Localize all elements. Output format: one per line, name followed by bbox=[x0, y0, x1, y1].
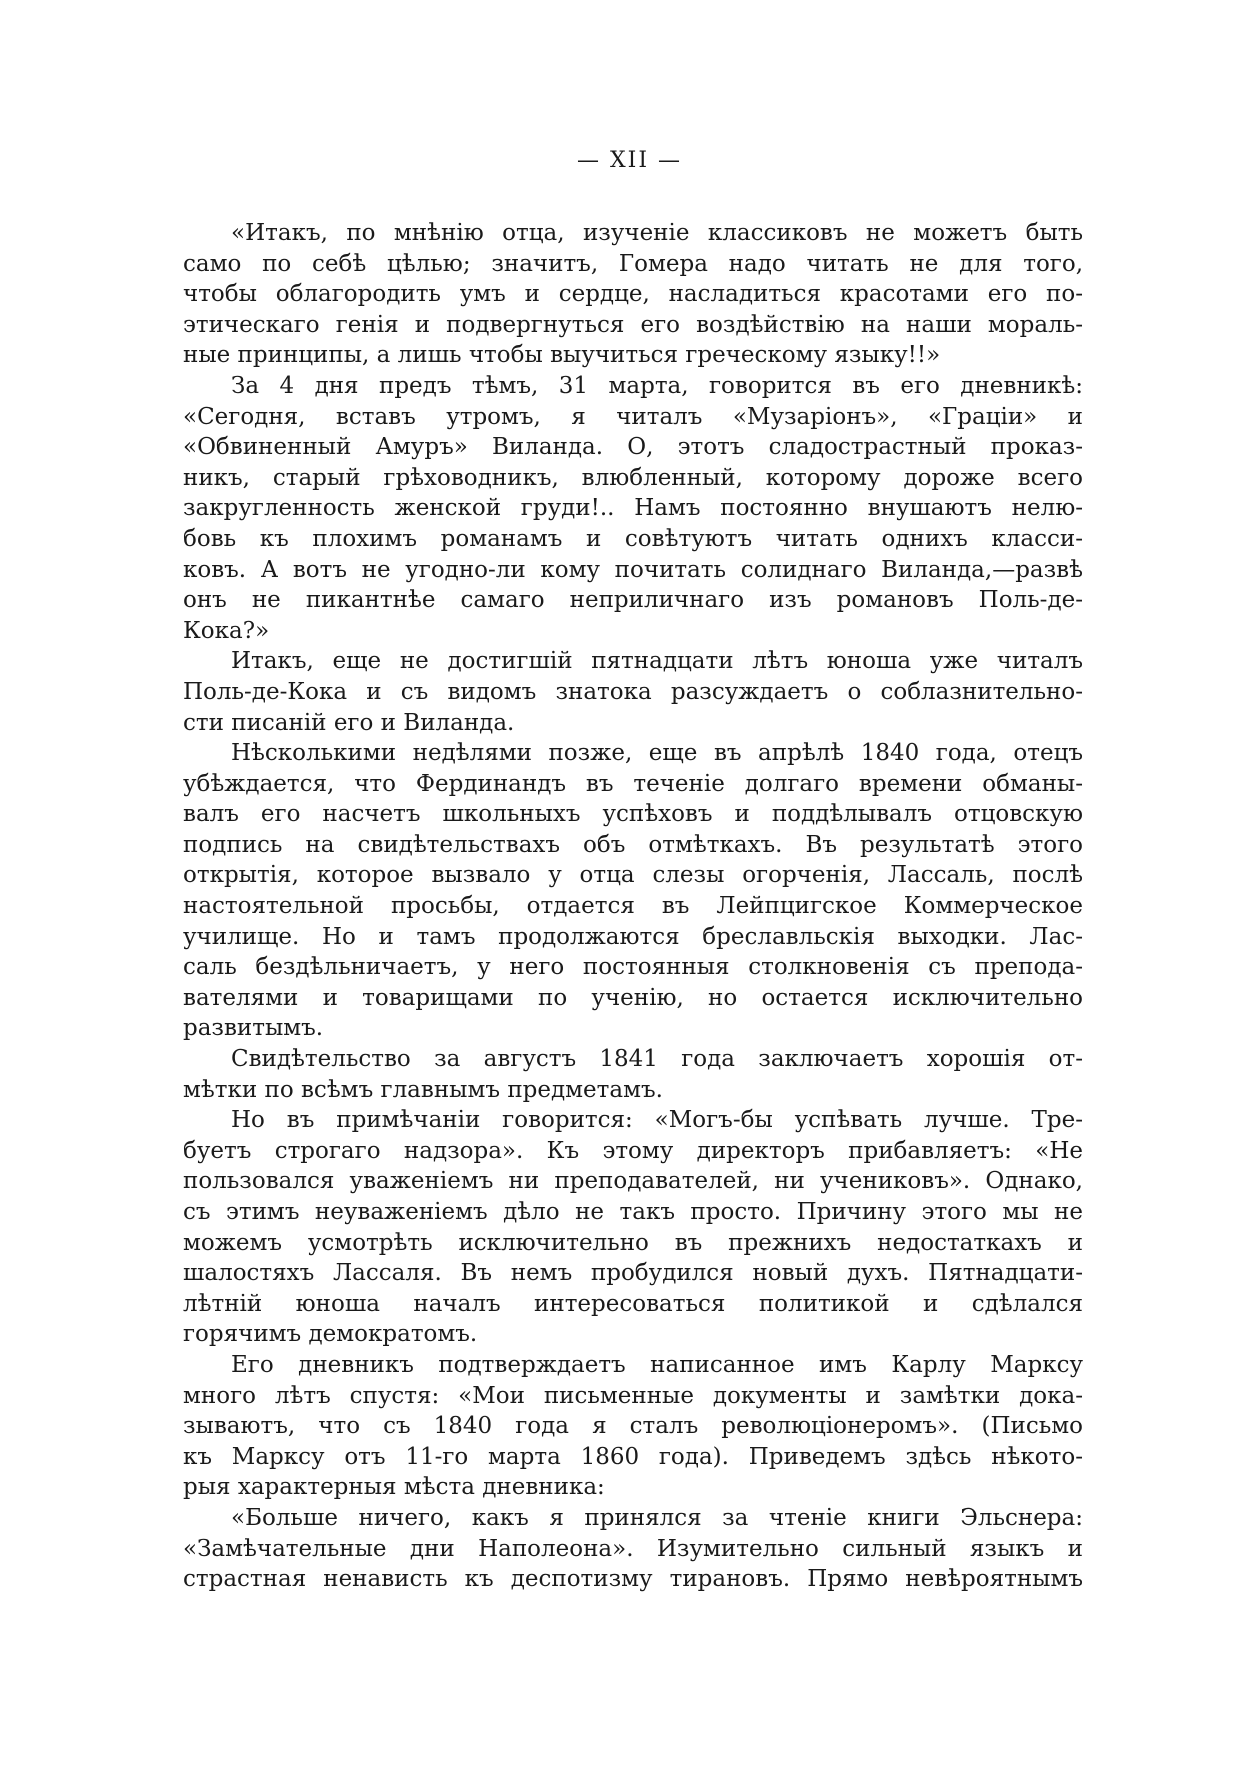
text-line: къ Марксу отъ 11-го марта 1860 года). Приведемъ здѣсь нѣкото- bbox=[183, 1443, 1083, 1470]
text-line: никъ, старый грѣховодникъ, влюбленный, которому дороже всего bbox=[183, 464, 1083, 491]
text-line: Нѣсколькими недѣлями позже, еще въ апрѣлѣ 1840 года, отецъ bbox=[231, 740, 1083, 767]
text-line: Итакъ, еще не достигшій пятнадцати лѣтъ юноша уже читалъ bbox=[231, 648, 1083, 675]
text-line: За 4 дня предъ тѣмъ, 31 марта, говорится въ его дневникѣ: bbox=[231, 372, 1083, 399]
text-line: шалостяхъ Лассаля. Въ немъ пробудился новый духъ. Пятнадцати- bbox=[183, 1260, 1083, 1287]
body-text bbox=[183, 218, 1083, 1595]
text-line: «Итакъ, по мнѣнію отца, изученіе классиковъ не можетъ быть bbox=[231, 220, 1083, 246]
text-line: онъ не пикантнѣе самаго неприличнаго изъ романовъ Поль-де- bbox=[183, 587, 1083, 614]
text-line: саль бездѣльничаетъ, у него постоянныя столкновенія съ препода- bbox=[183, 954, 1083, 981]
text-line: валъ его насчетъ школьныхъ успѣховъ и поддѣлывалъ отцовскую bbox=[183, 801, 1083, 828]
page-number: — XII — bbox=[576, 148, 683, 173]
text-line: сти писаній его и Виланда. bbox=[183, 709, 515, 736]
text-line: зываютъ, что съ 1840 года я сталъ революціонеромъ». (Письмо bbox=[183, 1413, 1083, 1440]
text-line: рыя характерныя мѣста дневника: bbox=[183, 1474, 605, 1501]
text-line: открытія, которое вызвало у отца слезы огорченія, Лассаль, послѣ bbox=[183, 862, 1083, 889]
text-line: ные принципы, а лишь чтобы выучиться греческому языку!!» bbox=[183, 342, 941, 369]
text-line: подпись на свидѣтельствахъ объ отмѣткахъ. Въ результатѣ этого bbox=[183, 831, 1083, 858]
text-line: «Больше ничего, какъ я принялся за чтеніе книги Эльснера: bbox=[231, 1504, 1083, 1531]
text-line: Его дневникъ подтверждаетъ написанное имъ Карлу Марксу bbox=[231, 1351, 1083, 1378]
text-line: страстная ненависть къ деспотизму тирановъ. Прямо невѣроятнымъ bbox=[183, 1566, 1083, 1593]
text-line: Но въ примѣчаніи говорится: «Могъ-бы успѣвать лучше. Тре- bbox=[231, 1107, 1083, 1134]
text-line: Свидѣтельство за августъ 1841 года заключаетъ хорошія от- bbox=[231, 1046, 1083, 1073]
text-line: «Замѣчательные дни Наполеона». Изумительно сильный языкъ и bbox=[183, 1535, 1083, 1562]
text-line: буетъ строгаго надзора». Къ этому директоръ прибавляетъ: «Не bbox=[183, 1137, 1083, 1164]
text-line: вателями и товарищами по ученію, но остается исключительно bbox=[183, 984, 1083, 1011]
text-line: настоятельной просьбы, отдается въ Лейпцигское Коммерческое bbox=[183, 893, 1083, 920]
text-line: закругленность женской груди!.. Намъ постоянно внушаютъ нелю- bbox=[183, 495, 1083, 522]
text-line: «Обвиненный Амуръ» Виланда. О, этотъ сладострастный проказ- bbox=[183, 434, 1083, 461]
text-line: можемъ усмотрѣть исключительно въ прежнихъ недостаткахъ и bbox=[183, 1229, 1083, 1256]
text-line: Кока?» bbox=[183, 617, 270, 644]
text-line: развитымъ. bbox=[183, 1015, 324, 1042]
text-line: чтобы облагородить умъ и сердце, насладиться красотами его по- bbox=[183, 281, 1083, 308]
text-line: горячимъ демократомъ. bbox=[183, 1321, 478, 1348]
text-line: бовь къ плохимъ романамъ и совѣтуютъ читать однихъ класси- bbox=[183, 525, 1083, 552]
text-line: ковъ. А вотъ не угодно-ли кому почитать солиднаго Виланда,—развѣ bbox=[183, 556, 1083, 583]
text-line: этическаго генія и подвергнуться его воздѣйствію на наши мораль- bbox=[183, 311, 1083, 338]
text-line: лѣтній юноша началъ интересоваться политикой и сдѣлался bbox=[183, 1290, 1083, 1317]
text-line: много лѣтъ спустя: «Мои письменные документы и замѣтки дока- bbox=[183, 1382, 1083, 1409]
text-line: «Сегодня, вставъ утромъ, я читалъ «Музаріонъ», «Граціи» и bbox=[183, 403, 1083, 430]
text-line: съ этимъ неуваженіемъ дѣло не такъ просто. Причину этого мы не bbox=[183, 1199, 1083, 1225]
text-line: пользовался уваженіемъ ни преподавателей, ни учениковъ». Однако, bbox=[183, 1168, 1083, 1195]
text-line: убѣждается, что Фердинандъ въ теченіе долгаго времени обманы- bbox=[183, 770, 1083, 797]
text-line: училище. Но и тамъ продолжаются бреславльскія выходки. Лас- bbox=[183, 923, 1083, 950]
text-line: само по себѣ цѣлью; значитъ, Гомера надо читать не для того, bbox=[183, 250, 1083, 277]
text-line: Поль-де-Кока и съ видомъ знатока разсуждаетъ о соблазнительно- bbox=[183, 678, 1083, 705]
text-line: мѣтки по всѣмъ главнымъ предметамъ. bbox=[183, 1076, 663, 1103]
